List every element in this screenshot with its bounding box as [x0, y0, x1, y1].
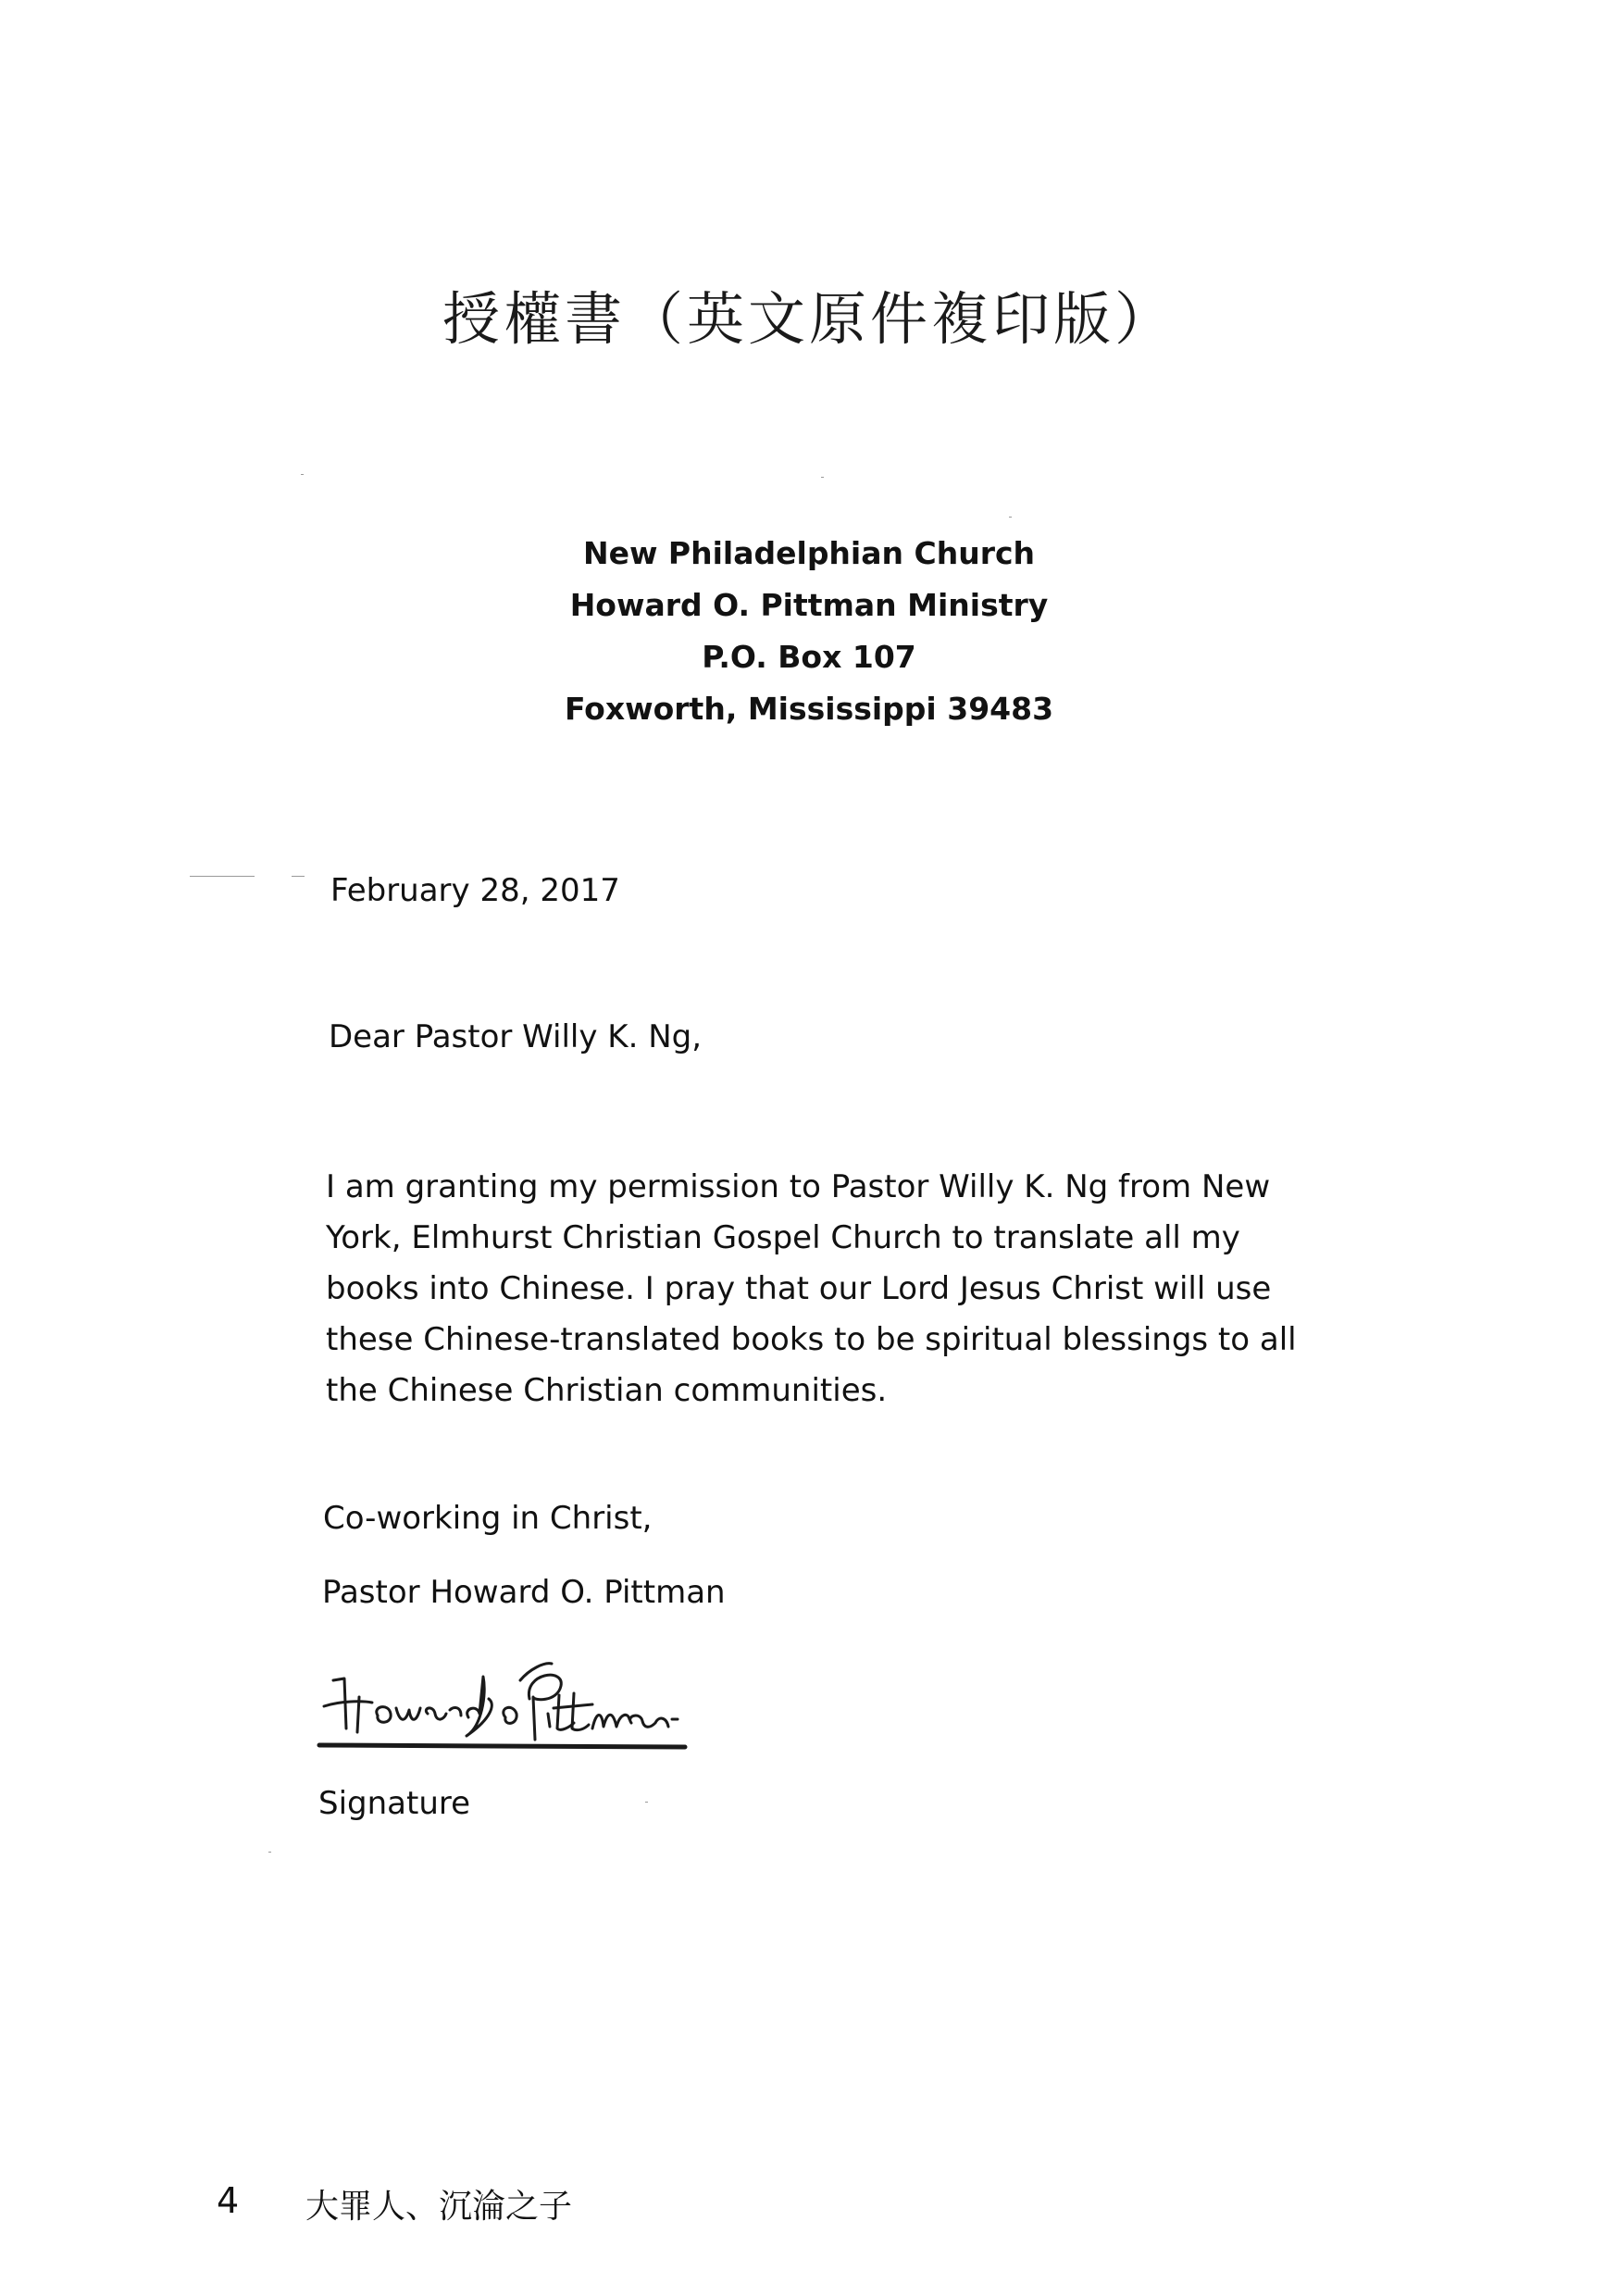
body-line: the Chinese Christian communities. — [326, 1372, 888, 1409]
letterhead-church: New Philadelphian Church — [582, 535, 1036, 571]
closing: Co-working in Christ, — [323, 1500, 653, 1537]
greeting: Dear Pastor Willy K. Ng, — [329, 1018, 703, 1055]
letterhead — [0, 528, 1618, 735]
letterhead-city: Foxworth, Mississippi 39483 — [564, 691, 1054, 727]
signature-label: Signature — [318, 1785, 471, 1822]
body-line: York, Elmhurst Christian Gospel Church to translate all my — [326, 1219, 1240, 1256]
letterhead-ministry: Howard O. Pittman Ministry — [569, 587, 1049, 623]
footer-book-title: 大罪人、沉淪之子 — [305, 2188, 573, 2226]
page-number: 4 — [217, 2180, 240, 2221]
letter-body — [326, 1162, 1297, 1416]
body-line: books into Chinese. I pray that our Lord Jesus Christ will use — [326, 1270, 1272, 1307]
letter-date: February 28, 2017 — [330, 872, 620, 909]
sender-name: Pastor Howard O. Pittman — [322, 1574, 726, 1611]
handwritten-signature — [315, 1643, 703, 1764]
body-line: these Chinese-translated books to be spiritual blessings to all — [326, 1321, 1297, 1358]
body-line: I am granting my permission to Pastor Willy K. Ng from New — [326, 1168, 1271, 1205]
document-title: 授權書（英文原件複印版） — [442, 285, 1176, 353]
letterhead-po-box: P.O. Box 107 — [702, 639, 916, 675]
